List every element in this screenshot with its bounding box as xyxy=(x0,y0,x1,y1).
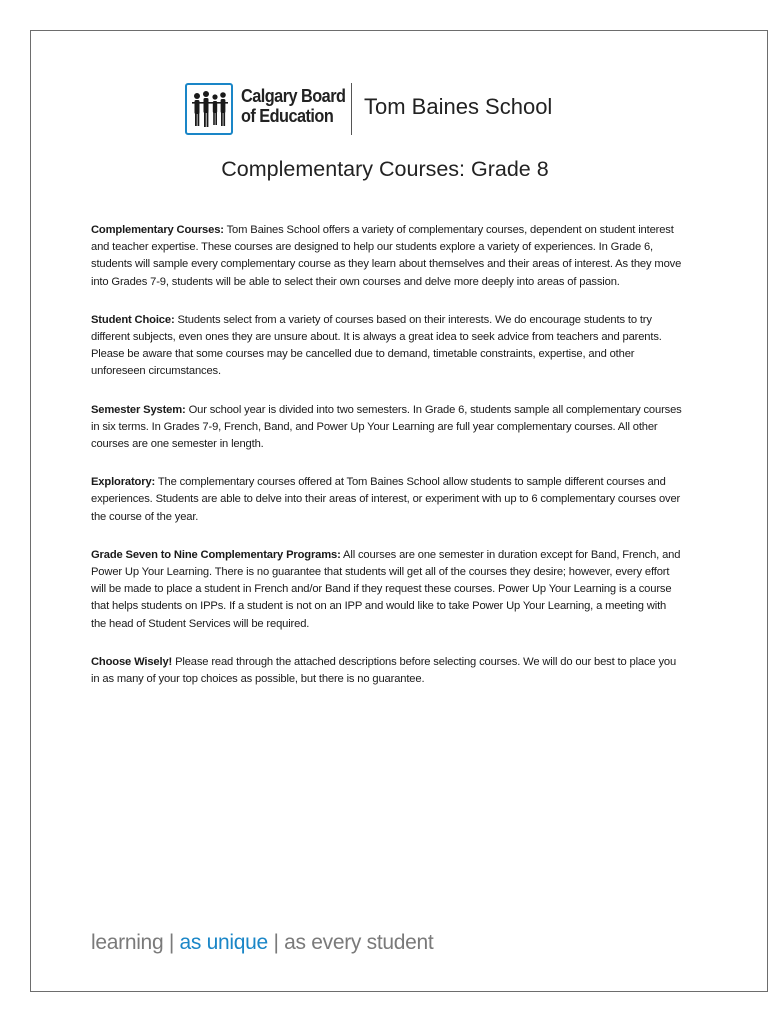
section-text: Tom Baines School offers a variety of complementary courses, dependent on student interest and teacher expertise. These courses are designed to help our students explore a variety of experiences. In Grade 6, students will sample every complementary course as they learn about themselves and their areas of interest. As they move into Grades 7-9, students will be able to select their own courses and delve more deeply into areas of passion. xyxy=(91,224,682,288)
section-heading: Choose Wisely! xyxy=(91,655,173,668)
section-choose-wisely xyxy=(91,654,683,688)
tagline-part-learning: learning xyxy=(91,931,169,954)
tagline-part-as-unique: as unique xyxy=(174,931,274,954)
section-exploratory xyxy=(91,474,683,526)
tagline-part-as-every-student: as every student xyxy=(278,931,434,954)
section-text: The complementary courses offered at Tom Baines School allow students to sample different courses and experiences. Students are able to delve into their areas of interest, or experiment with up to 6 complementary courses over the course of the year. xyxy=(91,476,681,523)
section-complementary-courses xyxy=(91,222,683,291)
section-student-choice xyxy=(91,312,683,381)
org-name-line1: Calgary Board xyxy=(241,85,346,106)
section-semester-system xyxy=(91,402,683,454)
letterhead xyxy=(185,80,585,136)
section-heading: Grade Seven to Nine Complementary Programs: xyxy=(91,548,341,561)
footer-tagline xyxy=(91,931,433,955)
section-text: Our school year is divided into two semesters. In Grade 6, students sample all complementary courses in six terms. In Grades 7-9, French, Band, and Power Up Your Learning are full year complementary courses. All other courses are one semester in length. xyxy=(91,403,682,451)
section-text: Please read through the attached descriptions before selecting courses. We will do our best to place you in as many of your top choices as possible, but there is no guarantee. xyxy=(91,655,677,686)
cbe-figures-logo-icon xyxy=(185,83,233,135)
org-name xyxy=(241,86,345,126)
section-heading: Exploratory: xyxy=(91,476,156,489)
document-body xyxy=(91,222,683,709)
document-title: Complementary Courses: Grade 8 xyxy=(221,157,549,181)
tagline-separator: | xyxy=(273,931,279,954)
section-text: All courses are one semester in duration except for Band, French, and Power Up Your Learning. There is no guarantee that students will get all of the courses they desire; however, every effort will be made to place a student in French and/or Band if they request these courses. Power Up Your Learning is a course that helps students on IPPs. If a student is not on an IPP and would like to take Power Up Your Learning, a meeting with the head of Student Services will be required. xyxy=(91,548,681,630)
section-grade-seven-to-nine xyxy=(91,547,683,633)
header-divider xyxy=(351,83,352,135)
section-heading: Semester System: xyxy=(91,403,186,416)
section-heading: Complementary Courses: xyxy=(91,224,224,236)
school-name: Tom Baines School xyxy=(364,94,553,119)
org-name-line2: of Education xyxy=(241,105,334,126)
section-text: Students select from a variety of courses based on their interests. We do encourage students to try different subjects, even ones they are unsure about. It is always a great idea to seek advice from teachers and parents. Please be aware that some courses may be cancelled due to demand, timetable constraints, expertise, and other unforeseen circumstances. xyxy=(91,313,662,378)
section-heading: Student Choice: xyxy=(91,313,175,326)
tagline-separator: | xyxy=(168,931,175,954)
